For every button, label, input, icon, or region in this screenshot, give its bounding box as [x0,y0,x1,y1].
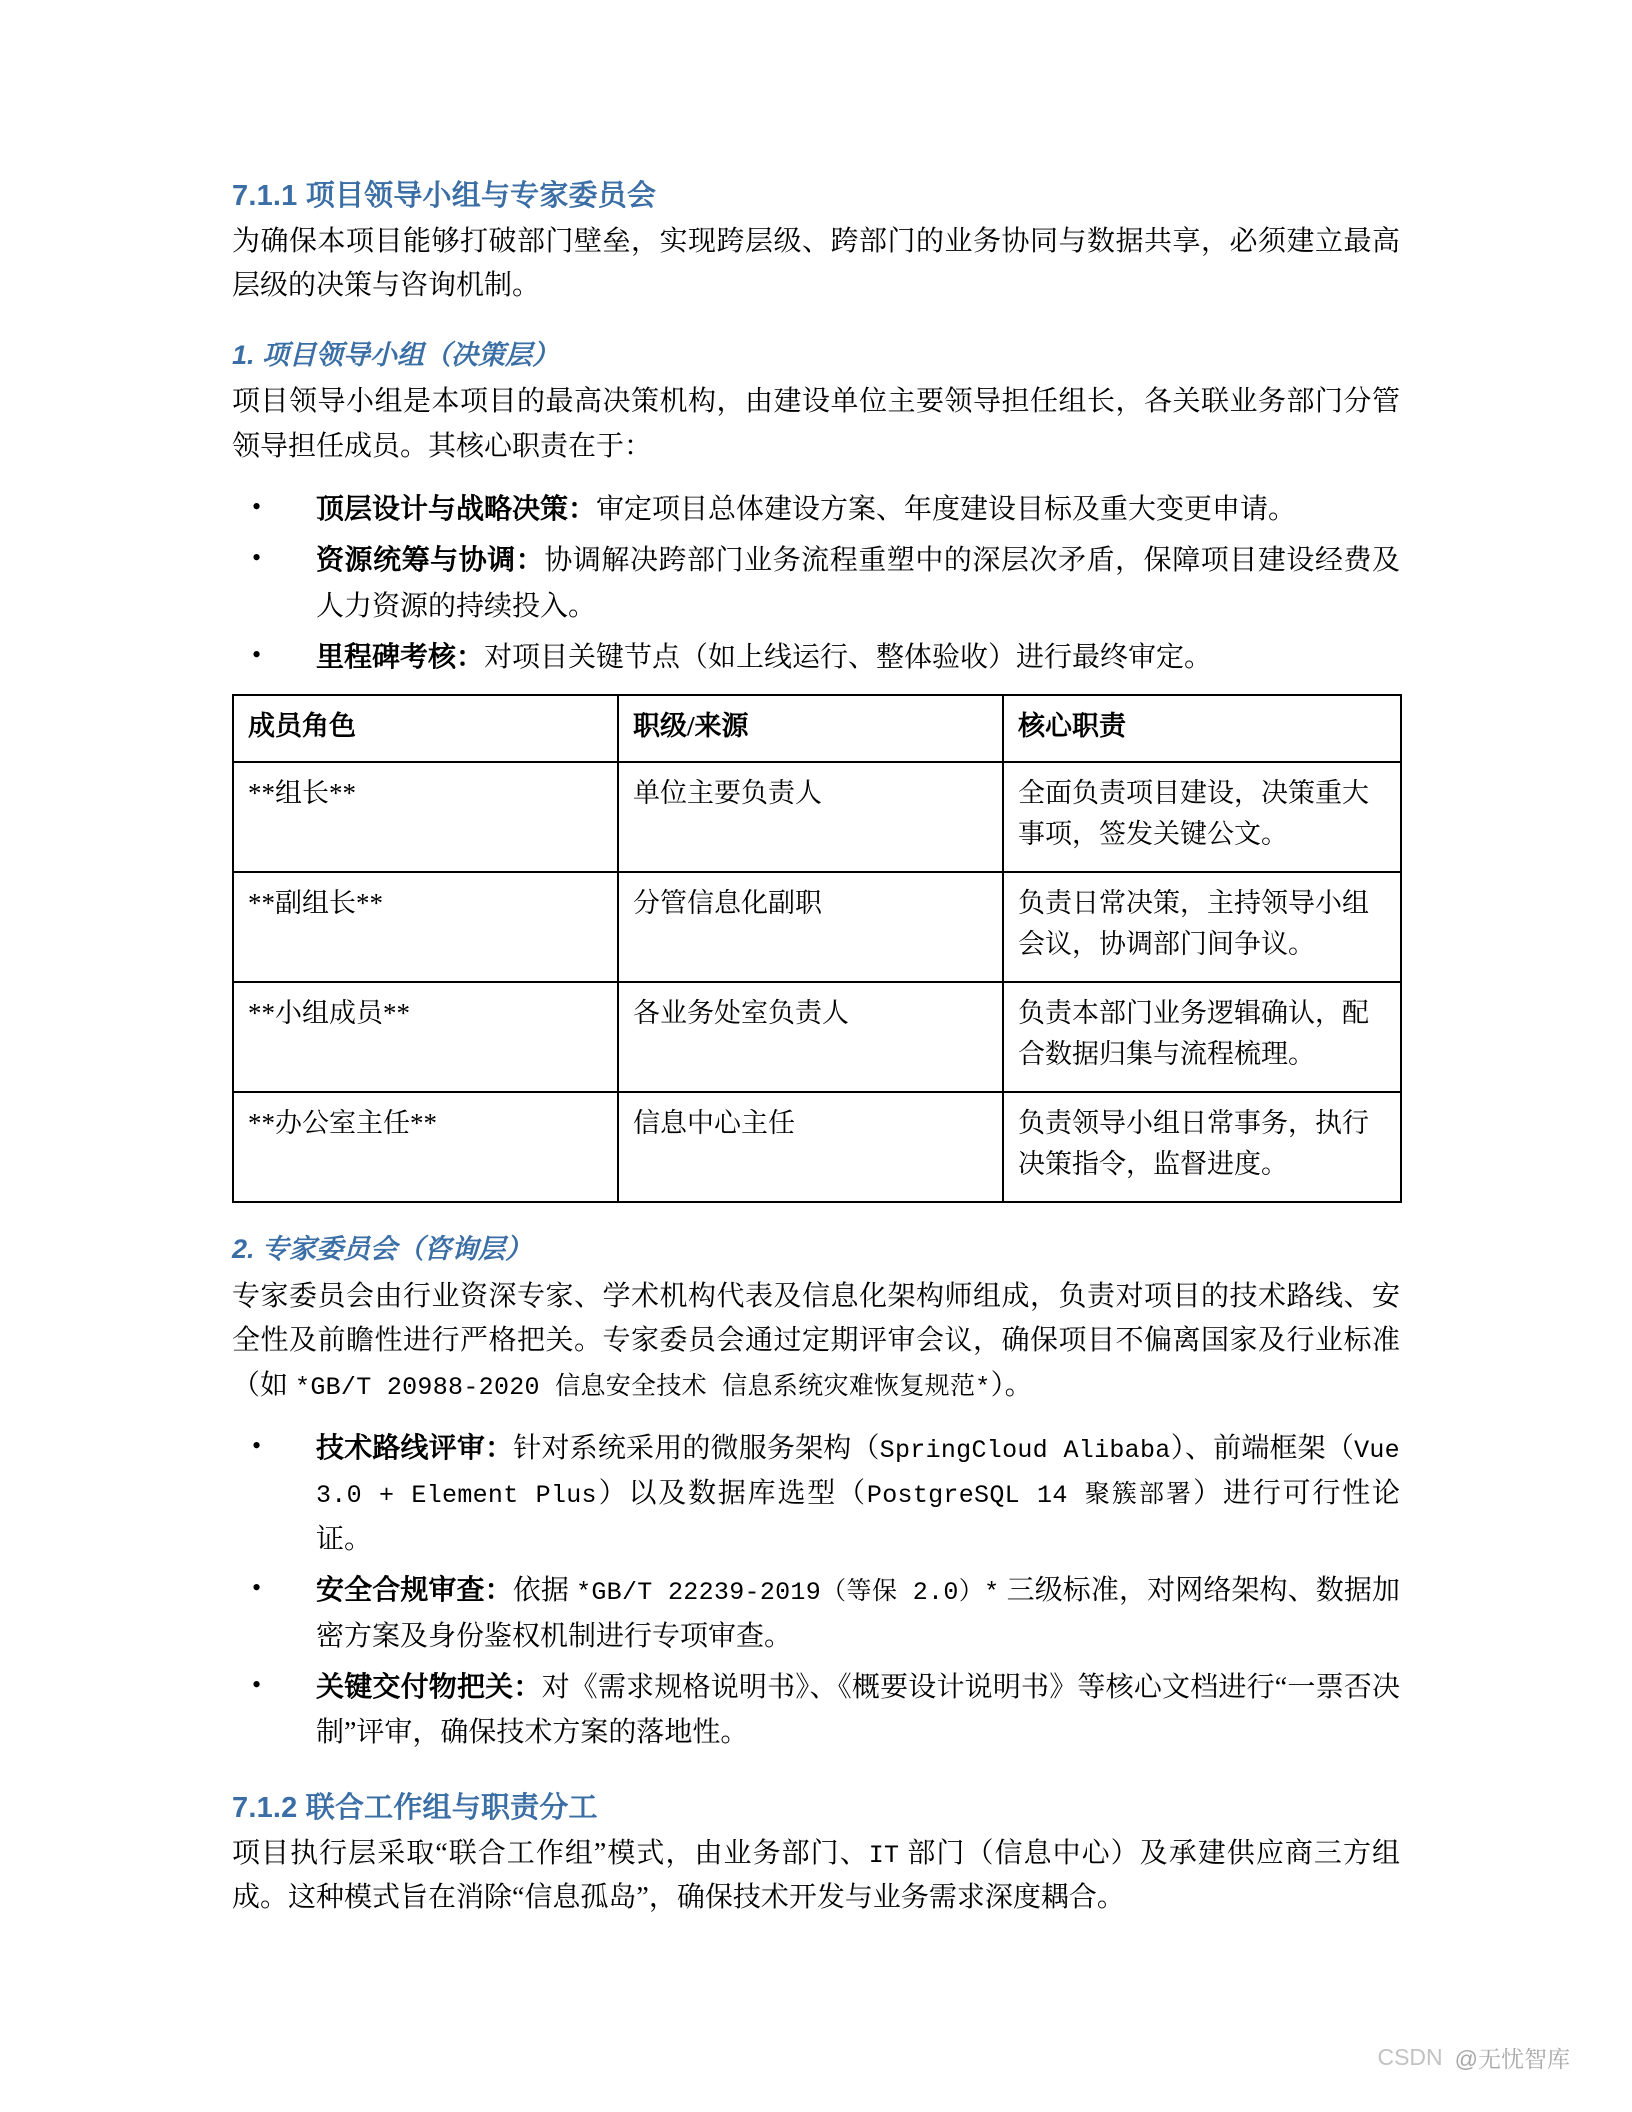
column-header-rank: 职级/来源 [618,695,1003,762]
expert-intro-part2: ）。 [990,1369,1033,1401]
bullet-text: 协调解决跨部门业务流程重塑中的深层次矛盾，保障项目建设经费及人力资源的持续投入。 [316,545,1400,622]
list-item [232,538,1400,629]
watermark-brand: CSDN [1377,2044,1443,2070]
bullet-text: ）进行可行性论证。 [316,1478,1400,1555]
leadership-duties-list [232,487,1400,680]
paragraph-expert-intro [232,1275,1400,1408]
watermark [1377,2041,1570,2074]
column-header-role: 成员角色 [233,695,618,762]
tech-stack-microservice: SpringCloud Alibaba [879,1435,1171,1465]
cell-role: **办公室主任** [233,1092,618,1202]
bullet-lead: 资源统筹与协调： [316,545,545,577]
cell-role: **副组长** [233,872,618,982]
tech-stack-database: PostgreSQL 14 聚簇部署 [866,1481,1194,1511]
bullet-text: 三级标准，对网络架构、数据加密方案及身份鉴权机制进行专项审查。 [316,1575,1400,1652]
list-item [232,1426,1400,1562]
page-content [232,178,1400,1923]
watermark-username: @无忧智库 [1454,2046,1570,2072]
list-item [232,635,1400,680]
bullet-text: ）、前端框架（ [1170,1432,1355,1464]
cell-rank: 信息中心主任 [618,1092,1003,1202]
table-row [233,762,1401,872]
heading-7-1-1: 7.1.1 项目领导小组与专家委员会 [232,180,657,212]
cell-role: **小组成员** [233,982,618,1092]
bullet-text: ）以及数据库选型（ [596,1478,867,1510]
table-header-row [233,695,1401,762]
bullet-lead: 里程碑考核： [316,642,485,674]
cell-duty: 负责领导小组日常事务，执行决策指令，监督进度。 [1003,1092,1401,1202]
cell-role: **组长** [233,762,618,872]
bullet-text: 依据 [512,1575,577,1607]
body-part1: 项目执行层采取“联合工作组”模式，由业务部门、 [232,1838,869,1870]
paragraph-leadership-intro: 项目领导小组是本项目的最高决策机构，由建设单位主要领导担任组长，各关联业务部门分管领导担任成员。其核心职责在于： [232,386,1400,462]
bullet-lead: 顶层设计与战略决策： [316,493,597,525]
heading-leadership-group: 1. 项目领导小组（决策层） [232,339,560,370]
body-part2: 部门（信息中心）及承建供应商三方组成。这种模式旨在消除“信息孤岛”，确保技术开发与业务需求深度耦合。 [232,1838,1400,1914]
cell-duty: 负责日常决策，主持领导小组会议，协调部门间争议。 [1003,872,1401,982]
cell-rank: 单位主要负责人 [618,762,1003,872]
heading-7-1-2: 7.1.2 联合工作组与职责分工 [232,1791,598,1824]
bullet-text: 审定项目总体建设方案、年度建设目标及重大变更申请。 [596,493,1297,525]
list-item [232,487,1400,532]
paragraph-7-1-1-intro: 为确保本项目能够打破部门壁垒，实现跨层级、跨部门的业务协同与数据共享，必须建立最高层级的决策与咨询机制。 [232,226,1400,302]
member-roles-table [232,694,1402,1203]
expert-duties-list [232,1426,1400,1756]
expert-intro-part1: 专家委员会由行业资深专家、学术机构代表及信息化架构师组成，负责对项目的技术路线、安全性及前瞻性进行严格把关。专家委员会通过定期评审会议，确保项目不偏离国家及行业标准（如 [232,1281,1400,1401]
paragraph-7-1-2-body [232,1832,1400,1920]
cell-duty: 全面负责项目建设，决策重大事项，签发关键公文。 [1003,762,1401,872]
bullet-text: 针对系统采用的微服务架构（ [513,1432,880,1464]
list-item [232,1665,1400,1756]
tech-stack-frontend: Vue 3.0 + Element Plus [316,1435,1400,1511]
column-header-duty: 核心职责 [1003,695,1401,762]
bullet-lead: 关键交付物把关： [316,1672,542,1704]
table-row [233,1092,1401,1202]
cell-duty: 负责本部门业务逻辑确认，配合数据归集与流程梳理。 [1003,982,1401,1092]
table-row [233,982,1401,1092]
body-it-label: IT [868,1841,900,1871]
bullet-lead: 安全合规审查： [316,1575,513,1607]
bullet-text: 对项目关键节点（如上线运行、整体验收）进行最终审定。 [484,642,1213,674]
cell-rank: 各业务处室负责人 [618,982,1003,1092]
expert-intro-standard: *GB/T 20988-2020 信息安全技术 信息系统灾难恢复规范* [295,1372,991,1402]
list-item [232,1568,1400,1659]
bullet-lead: 技术路线评审： [316,1432,514,1464]
bullet-text: 对《需求规格说明书》、《概要设计说明书》等核心文档进行“一票否决制”评审，确保技术方案的落地性。 [316,1672,1400,1749]
table-row [233,872,1401,982]
heading-expert-committee: 2. 专家委员会（咨询层） [232,1234,533,1265]
cell-rank: 分管信息化副职 [618,872,1003,982]
standard-gbt-22239: *GB/T 22239-2019（等保 2.0）* [576,1578,1000,1608]
